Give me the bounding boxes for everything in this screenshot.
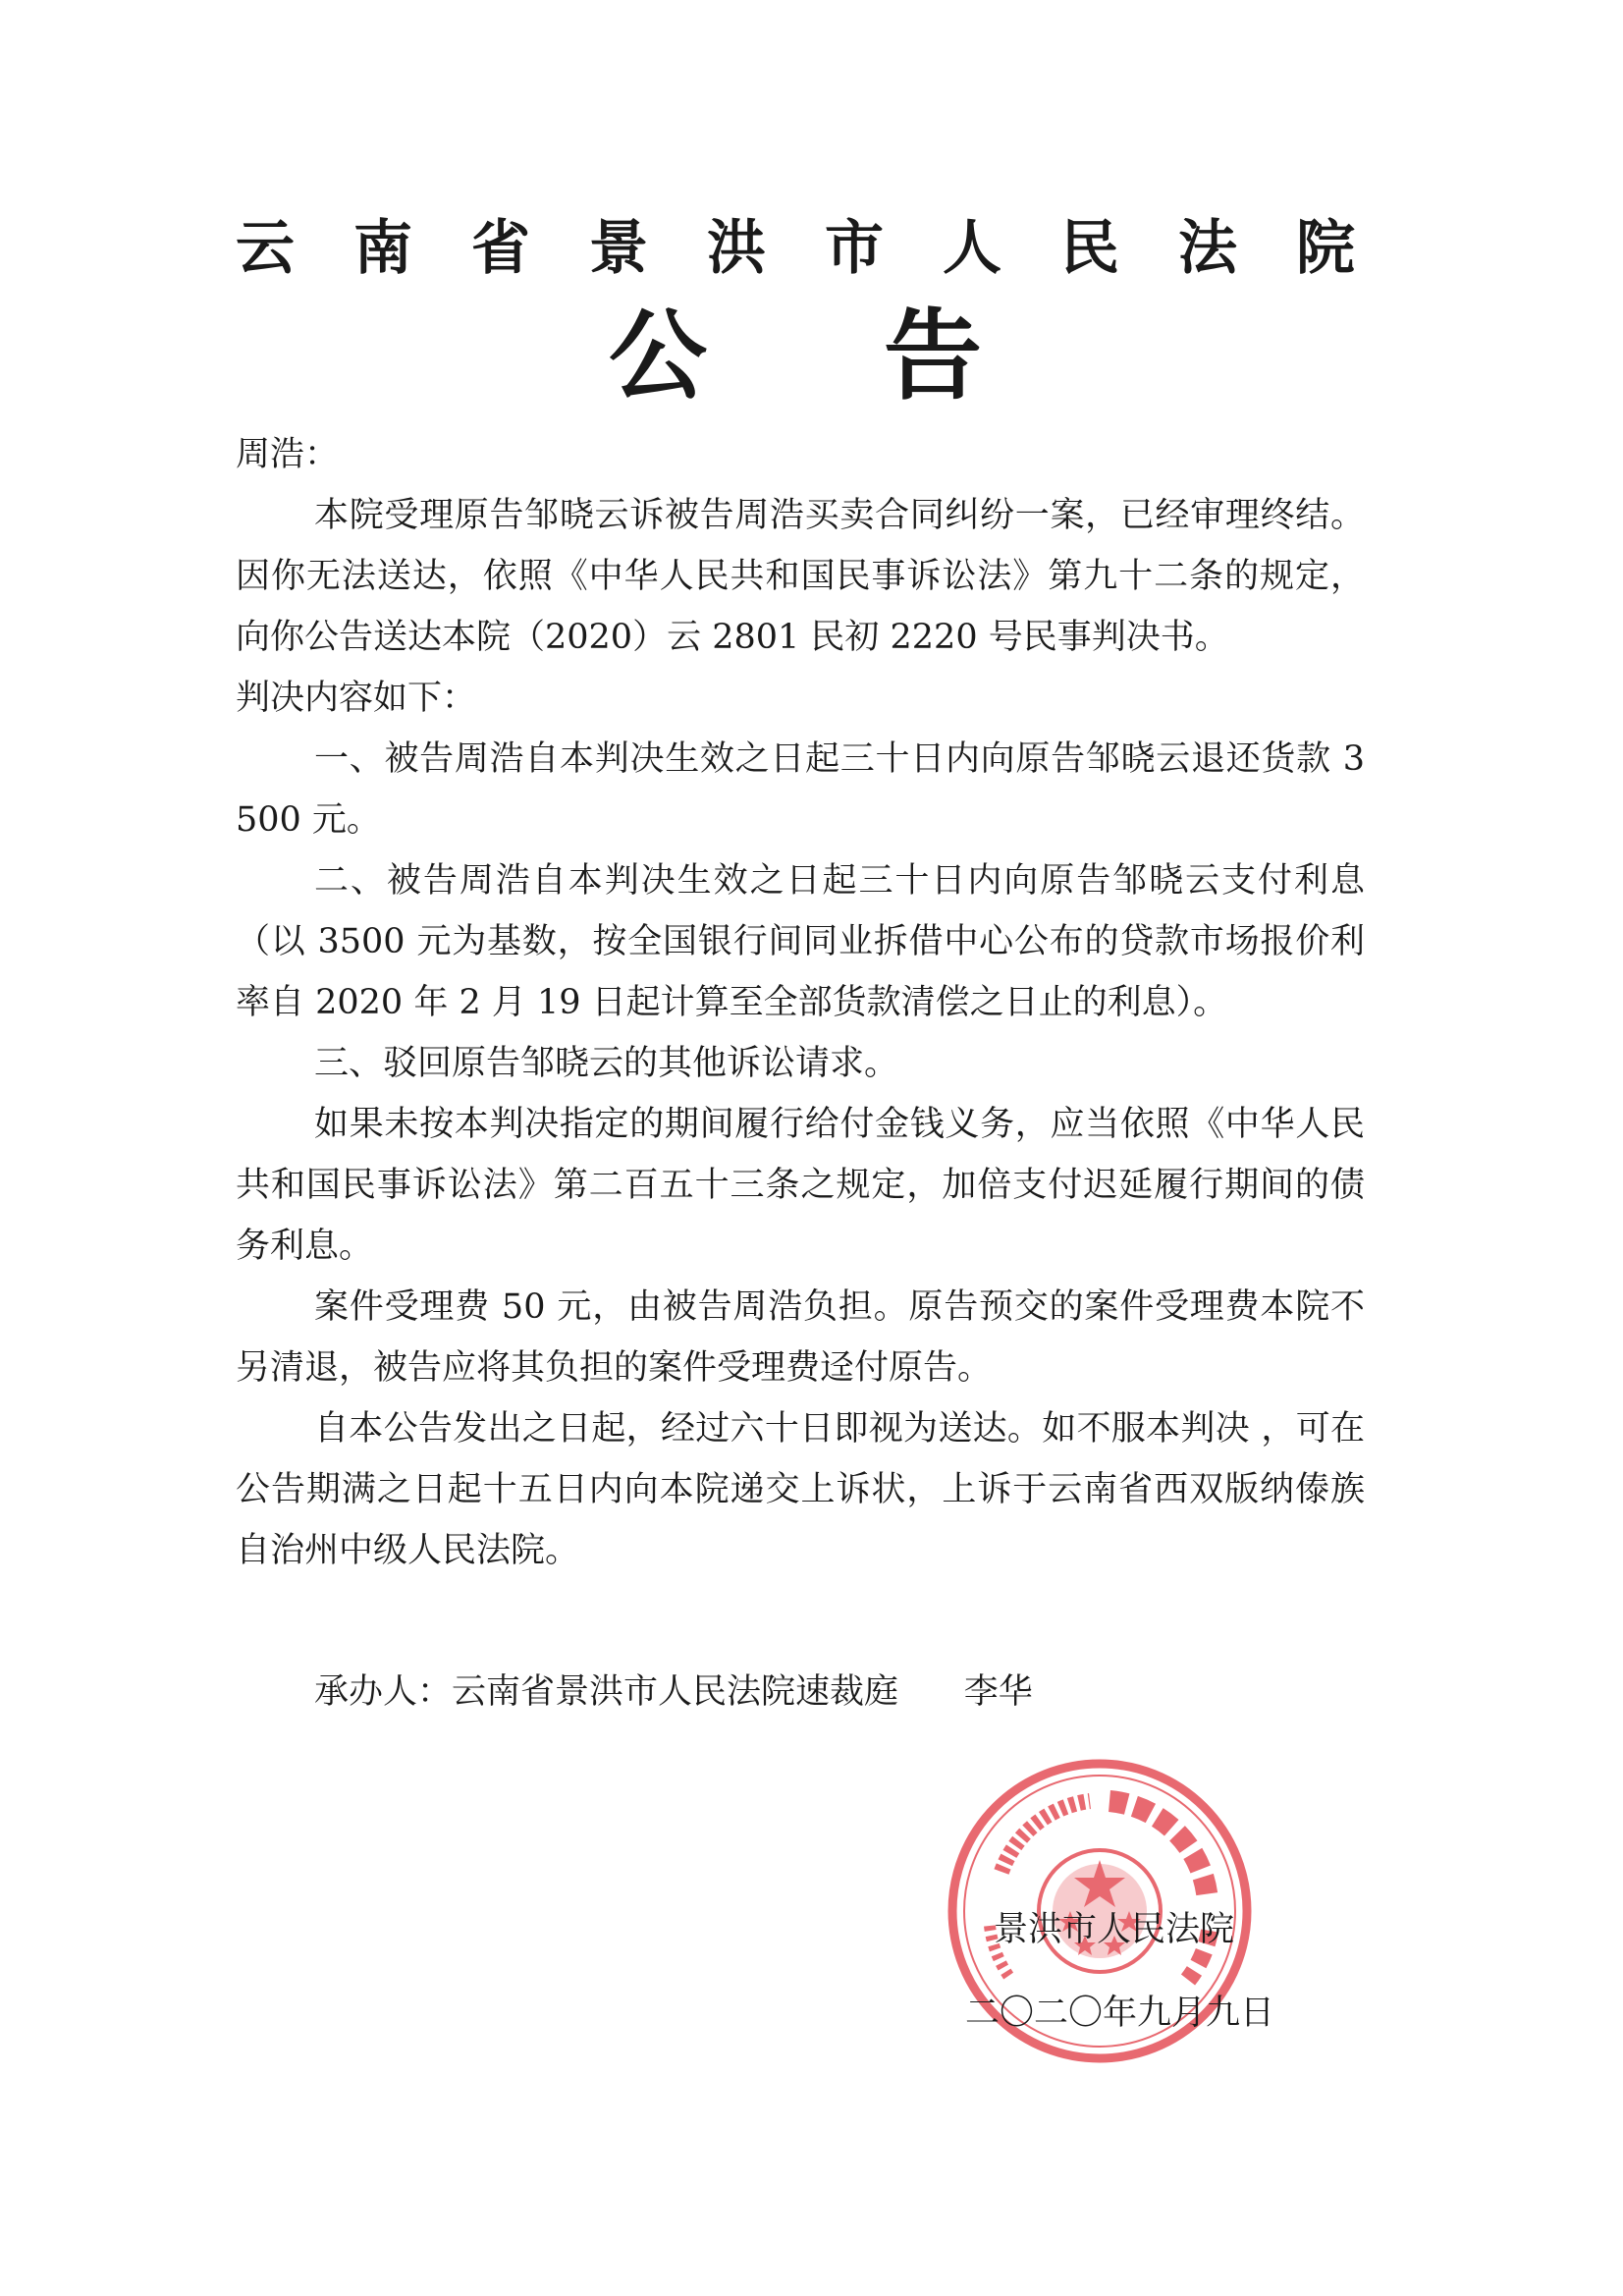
doc-title-char: 告 bbox=[884, 299, 982, 413]
court-title-char: 院 bbox=[1296, 214, 1355, 283]
paragraph-late-payment: 如果未按本判决指定的期间履行给付金钱义务，应当依照《中华人民共和国民事诉讼法》第二百五十三条之规定，加倍支付迟延履行期间的债务利息。 bbox=[236, 1105, 1365, 1266]
court-title-char: 云 bbox=[236, 214, 295, 283]
court-title-char: 省 bbox=[471, 214, 530, 283]
court-title-char: 人 bbox=[943, 214, 1001, 283]
paragraph-item-2: 二、被告周浩自本判决生效之日起三十日内向原告邹晓云支付利息（以 3500 元为基数，按全国银行间同业拆借中心公布的贷款市场报价利率自 2020 年 2 月 19 日起计算至全部货款清偿之日止的利息）。 bbox=[236, 861, 1365, 1022]
court-title-char: 景 bbox=[589, 214, 648, 283]
doc-title-char: 公 bbox=[609, 299, 707, 413]
judgment-intro: 判决内容如下： bbox=[236, 679, 477, 718]
paragraph-case-summary: 本院受理原告邹晓云诉被告周浩买卖合同纠纷一案，已经审理终结。因你无法送达，依照《中华人民共和国民事诉讼法》第九十二条的规定，向你公告送达本院（2020）云 2801 民初 2220 号民事判决书。 bbox=[236, 496, 1365, 657]
court-title-char: 南 bbox=[353, 214, 412, 283]
handler-unit: 云南省景洪市人民法院速裁庭 bbox=[452, 1672, 899, 1712]
notice-body bbox=[236, 424, 1365, 1581]
paragraph-case-fee: 案件受理费 50 元，由被告周浩负担。原告预交的案件受理费本院不另清退，被告应将其负担的案件受理费迳付原告。 bbox=[236, 1287, 1365, 1388]
court-title-char: 法 bbox=[1178, 214, 1237, 283]
handler-name: 李华 bbox=[963, 1672, 1033, 1712]
paragraph-item-1: 一、被告周浩自本判决生效之日起三十日内向原告邹晓云退还货款 3500 元。 bbox=[236, 739, 1365, 840]
paragraph-appeal: 自本公告发出之日起，经过六十日即视为送达。如不服本判决 ，可在公告期满之日起十五日内向本院递交上诉状，上诉于云南省西双版纳傣族自治州中级人民法院。 bbox=[236, 1409, 1365, 1570]
signature-date: 二〇二〇年九月九日 bbox=[965, 1994, 1275, 2033]
court-title bbox=[236, 214, 1355, 283]
court-title-char: 洪 bbox=[707, 214, 766, 283]
signature-court: 景洪市人民法院 bbox=[994, 1910, 1235, 1949]
court-title-char: 市 bbox=[825, 214, 884, 283]
doc-title bbox=[609, 300, 982, 412]
handler-label: 承办人： bbox=[314, 1672, 453, 1712]
court-title-char: 民 bbox=[1060, 214, 1119, 283]
paragraph-item-3: 三、驳回原告邹晓云的其他诉讼请求。 bbox=[314, 1044, 899, 1083]
case-handler bbox=[314, 1662, 1033, 1722]
salutation: 周浩： bbox=[236, 435, 340, 474]
